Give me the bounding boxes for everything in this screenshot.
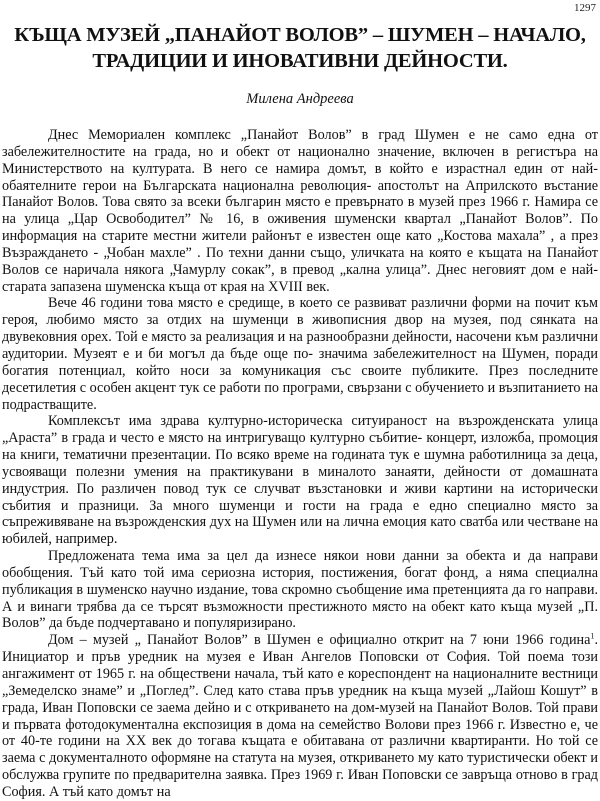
footnote-marker[interactable]: 1	[590, 631, 595, 641]
paragraph-1: Днес Мемориален комплекс „Панайот Волов” в град Шумен е не само една от забележителностите на града, но и обект от национално значение, включен в регистъра на Министерството на културата. В него се намира домът, в който е израстнал един от най-обаятелните герои на Българската национална революция- апостолът на Априлското въстание Панайот Волов. Това свято за всеки българин място е превърнато в музей през 1966 г. Намира се на улица „Цар Освободител” № 16, в оживения шуменски квартал „Панайот Волов”. По информация на старите местни жители районът е известен още като „Костова махала” , а през Възраждането - „Чобан махле” . По техни данни също, уличката на която е къщата на Панайот Волов се наричала някога „Чамурлу сокак”, в превод „кална улица”. Днес неговият дом е най-старата запазена шуменска къща от края на XVIII век.	[2, 127, 598, 295]
paragraph-2: Вече 46 години това място е средище, в което се развиват различни форми на почит към героя, любимо място за отдих на шуменци в живописния двор на музея, под сянката на двувековния орех. Той е място за реализация и на разнообразни дейности, насочени към различни аудитории. Музеят е и би могъл да бъде още по- значима забележителност на Шумен, поради богатия потенциал, който носи за комуникация със своите публиките. През последните десетилетия с особен акцент тук се работи по програми, свързани с обучението и възпитанието на подрастващите.	[2, 295, 598, 413]
paragraph-5	[2, 632, 598, 800]
paragraph-5-text-start: Дом – музей „ Панайот Волов” в Шумен е официално открит на 7 юни 1966 година	[48, 632, 591, 649]
paragraph-3: Комплексът има здрава културно-историческа ситуираност на възрожденската улица „Араста” в града и често е място на интригуващо културно събитие- концерт, изложба, промоция на книги, тематични презентации. По всяко време на годината тук е шумна работилница за деца, усвояващи полезни умения на практикувани в миналото занаяти, дейности от домашната индустрия. По различен повод тук се случват възстановки и живи картини на исторически събития и празници. За много шуменци и гости на града е едно специално място за съпреживяване на възрожденския дух на Шумен или на лична емоция като сватба или честване на юбилей, например.	[2, 413, 598, 548]
article-title	[0, 22, 600, 74]
article-title-line-2: ТРАДИЦИИ И ИНОВАТИВНИ ДЕЙНОСТИ.	[92, 50, 508, 72]
article-body	[2, 127, 598, 801]
paragraph-5-text-end: . Инициатор и пръв уредник на музея е Иван Ангелов Поповски от София. Той поема този ангажимент от 1965 г. на обществени начала, тъй като е кореспондент на националните вестници „Земеделско знаме” и „Поглед”. След като става пръв уредник на къща музей „Лайош Кошут” в града, Иван Поповски се заема дейно и с откриването на дом-музей на Панайот Волов. Той прави и първата фотодокументална експозиция в дома на семейство Волови през 1966 г. Известно е, че от 40-те години на XX век до тогава къщата е обитавана от различни квартиранти. Но той се заема с документалното оформяне на статута на музея, откриването му като туристически обект и обслужва групите по предварителна заявка. През 1969 г. Иван Поповски се завръща отново в град София. А тъй като домът на	[2, 632, 598, 800]
author-name: Милена Андреева	[246, 91, 354, 107]
article-title-line-1: КЪЩА МУЗЕЙ „ПАНАЙОТ ВОЛОВ” – ШУМЕН – НАЧАЛО,	[14, 24, 586, 46]
paragraph-4: Предложената тема има за цел да изнесе някои нови данни за обекта и да направи обобщения. Тъй като той има сериозна история, постижения, богат фонд, а няма специална публикация в шуменско научно издание, това скромно съобщение има претенцията да го направи. А и винаги трябва да се търсят възможности престижното място на обект като къща музей „П. Волов” да бъде подчертавано и популяризирано.	[2, 548, 598, 632]
page-number: 1297	[574, 2, 596, 14]
